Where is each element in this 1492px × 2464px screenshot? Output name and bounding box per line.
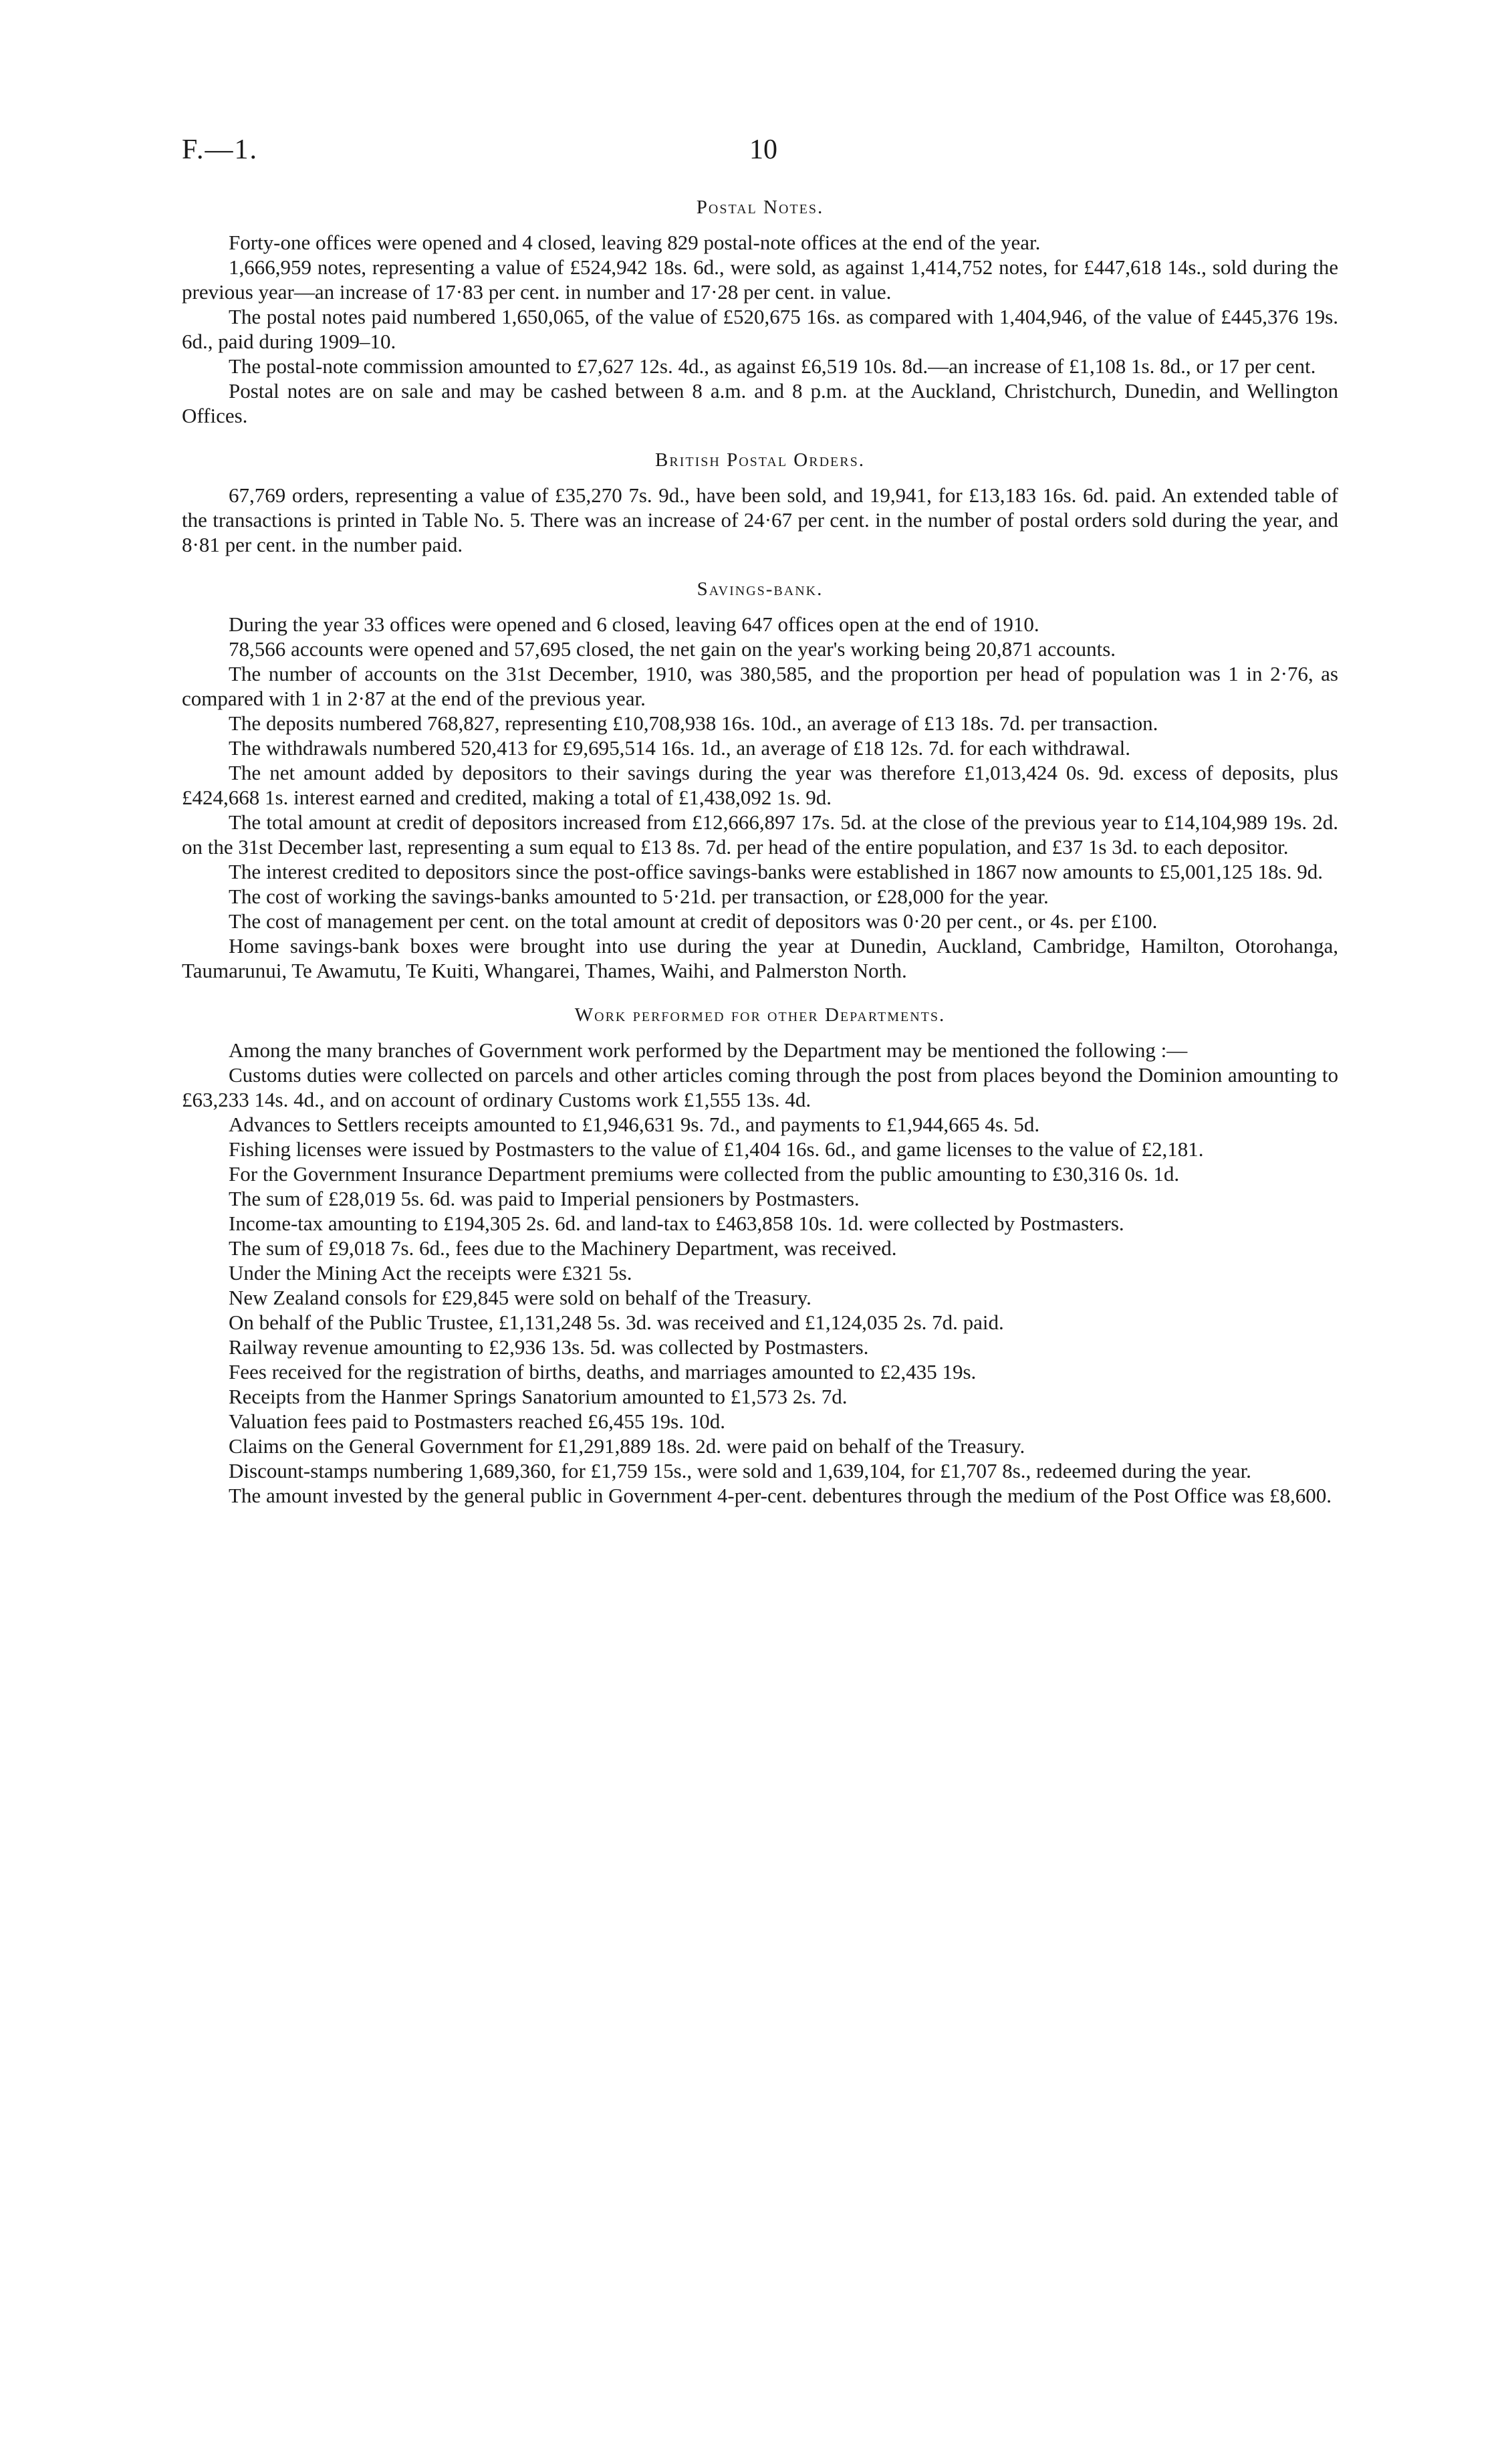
section-heading: Postal Notes.	[696, 197, 824, 218]
paragraph: The deposits numbered 768,827, representing £10,708,938 16s. 10d., an average of £13 18s. 7d. per transaction.	[229, 711, 1158, 735]
paragraph: 67,769 orders, representing a value of £35,270 7s. 9d., have been sold, and 19,941, for £13,183 16s. 6d. paid. An extended table of the transactions is printed in Table No. 5. There was an increase of 24·67 per cent. in the number of postal orders sold during the year, and 8·81 per cent. in the number paid.	[182, 483, 1338, 556]
section	[182, 447, 1338, 557]
paragraph: Postal notes are on sale and may be cashed between 8 a.m. and 8 p.m. at the Auckland, Christchurch, Dunedin, and Wellington Offices.	[182, 379, 1338, 427]
paragraph: The cost of management per cent. on the total amount at credit of depositors was 0·20 per cent., or 4s. per £100.	[229, 909, 1158, 933]
paragraph: The number of accounts on the 31st December, 1910, was 380,585, and the proportion per head of population was 1 in 2·76, as compared with 1 in 2·87 at the end of the previous year.	[182, 662, 1338, 710]
paragraph: The postal notes paid numbered 1,650,065, of the value of £520,675 16s. as compared with 1,404,946, of the value of £445,376 19s. 6d., paid during 1909–10.	[182, 305, 1338, 353]
paragraph: Forty-one offices were opened and 4 closed, leaving 829 postal-note offices at the end of the year.	[229, 231, 1041, 254]
paragraph: For the Government Insurance Department premiums were collected from the public amounting to £30,316 0s. 1d.	[229, 1162, 1180, 1186]
paragraph: The net amount added by depositors to their savings during the year was therefore £1,013,424 0s. 9d. excess of deposits, plus £424,668 1s. interest earned and credited, making a total of £1,438,092 1s. 9d.	[182, 761, 1338, 809]
document-reference: F.—1.	[182, 134, 258, 165]
section	[182, 194, 1338, 428]
paragraph: Customs duties were collected on parcels and other articles coming through the post from places beyond the Dominion amounting to £63,233 14s. 4d., and on account of ordinary Customs work £1,555 13s. 4d.	[182, 1063, 1338, 1111]
document-body	[182, 194, 1338, 1527]
paragraph: The amount invested by the general public in Government 4-per-cent. debentures through the medium of the Post Office was £8,600.	[229, 1484, 1332, 1507]
paragraph: 1,666,959 notes, representing a value of £524,942 18s. 6d., were sold, as against 1,414,752 notes, for £447,618 14s., sold during the previous year—an increase of 17·83 per cent. in number and 17·28 per cent. in value.	[182, 255, 1338, 304]
paragraph: Under the Mining Act the receipts were £321 5s.	[229, 1261, 632, 1284]
paragraph: Claims on the General Government for £1,291,889 18s. 2d. were paid on behalf of the Treasury.	[229, 1434, 1025, 1458]
section-heading: Work performed for other Departments.	[574, 1004, 946, 1026]
paragraph: Income-tax amounting to £194,305 2s. 6d. and land-tax to £463,858 10s. 1d. were collected by Postmasters.	[229, 1212, 1124, 1235]
paragraph: Valuation fees paid to Postmasters reached £6,455 19s. 10d.	[229, 1410, 725, 1433]
section-heading: British Postal Orders.	[655, 449, 865, 471]
paragraph: 78,566 accounts were opened and 57,695 closed, the net gain on the year's working being 20,871 accounts.	[229, 637, 1116, 661]
section-heading: Savings-bank.	[697, 578, 824, 600]
paragraph: During the year 33 offices were opened and 6 closed, leaving 647 offices open at the end of 1910.	[229, 612, 1039, 636]
section	[182, 1002, 1338, 1508]
paragraph: The interest credited to depositors since the post-office savings-banks were established in 1867 now amounts to £5,001,125 18s. 9d.	[229, 860, 1323, 883]
section	[182, 576, 1338, 983]
paragraph: The cost of working the savings-banks amounted to 5·21d. per transaction, or £28,000 for the year.	[229, 885, 1049, 908]
paragraph: On behalf of the Public Trustee, £1,131,248 5s. 3d. was received and £1,124,035 2s. 7d. paid.	[229, 1311, 1004, 1334]
paragraph: Among the many branches of Government work performed by the Department may be mentioned the following :—	[229, 1038, 1188, 1062]
paragraph: Fees received for the registration of births, deaths, and marriages amounted to £2,435 19s.	[229, 1360, 977, 1383]
paragraph: Discount-stamps numbering 1,689,360, for £1,759 15s., were sold and 1,639,104, for £1,707 8s., redeemed during the year.	[229, 1459, 1251, 1482]
paragraph: New Zealand consols for £29,845 were sold on behalf of the Treasury.	[229, 1286, 812, 1309]
paragraph: The withdrawals numbered 520,413 for £9,695,514 16s. 1d., an average of £18 12s. 7d. for each withdrawal.	[229, 736, 1131, 760]
paragraph: The total amount at credit of depositors increased from £12,666,897 17s. 5d. at the close of the previous year to £14,104,989 19s. 2d. on the 31st December last, representing a sum equal to £13 8s. 7d. per head of the entire population, and £37 1s 3d. to each depositor.	[182, 810, 1338, 859]
paragraph: Railway revenue amounting to £2,936 13s. 5d. was collected by Postmasters.	[229, 1335, 869, 1359]
paragraph: The sum of £9,018 7s. 6d., fees due to the Machinery Department, was received.	[229, 1236, 897, 1260]
paragraph: The postal-note commission amounted to £7,627 12s. 4d., as against £6,519 10s. 8d.—an increase of £1,108 1s. 8d., or 17 per cent.	[229, 354, 1316, 378]
paragraph: Fishing licenses were issued by Postmasters to the value of £1,404 16s. 6d., and game licenses to the value of £2,181.	[229, 1137, 1204, 1161]
paragraph: Advances to Settlers receipts amounted to £1,946,631 9s. 7d., and payments to £1,944,665 4s. 5d.	[229, 1113, 1040, 1136]
paragraph: Home savings-bank boxes were brought into use during the year at Dunedin, Auckland, Cambridge, Hamilton, Otorohanga, Taumarunui, Te Awamutu, Te Kuiti, Whangarei, Thames, Waihi, and Palmerston North.	[182, 934, 1338, 982]
page-header	[182, 134, 1338, 174]
page-number: 10	[749, 134, 777, 165]
paragraph: The sum of £28,019 5s. 6d. was paid to Imperial pensioners by Postmasters.	[229, 1187, 860, 1210]
paragraph: Receipts from the Hanmer Springs Sanatorium amounted to £1,573 2s. 7d.	[229, 1385, 848, 1408]
